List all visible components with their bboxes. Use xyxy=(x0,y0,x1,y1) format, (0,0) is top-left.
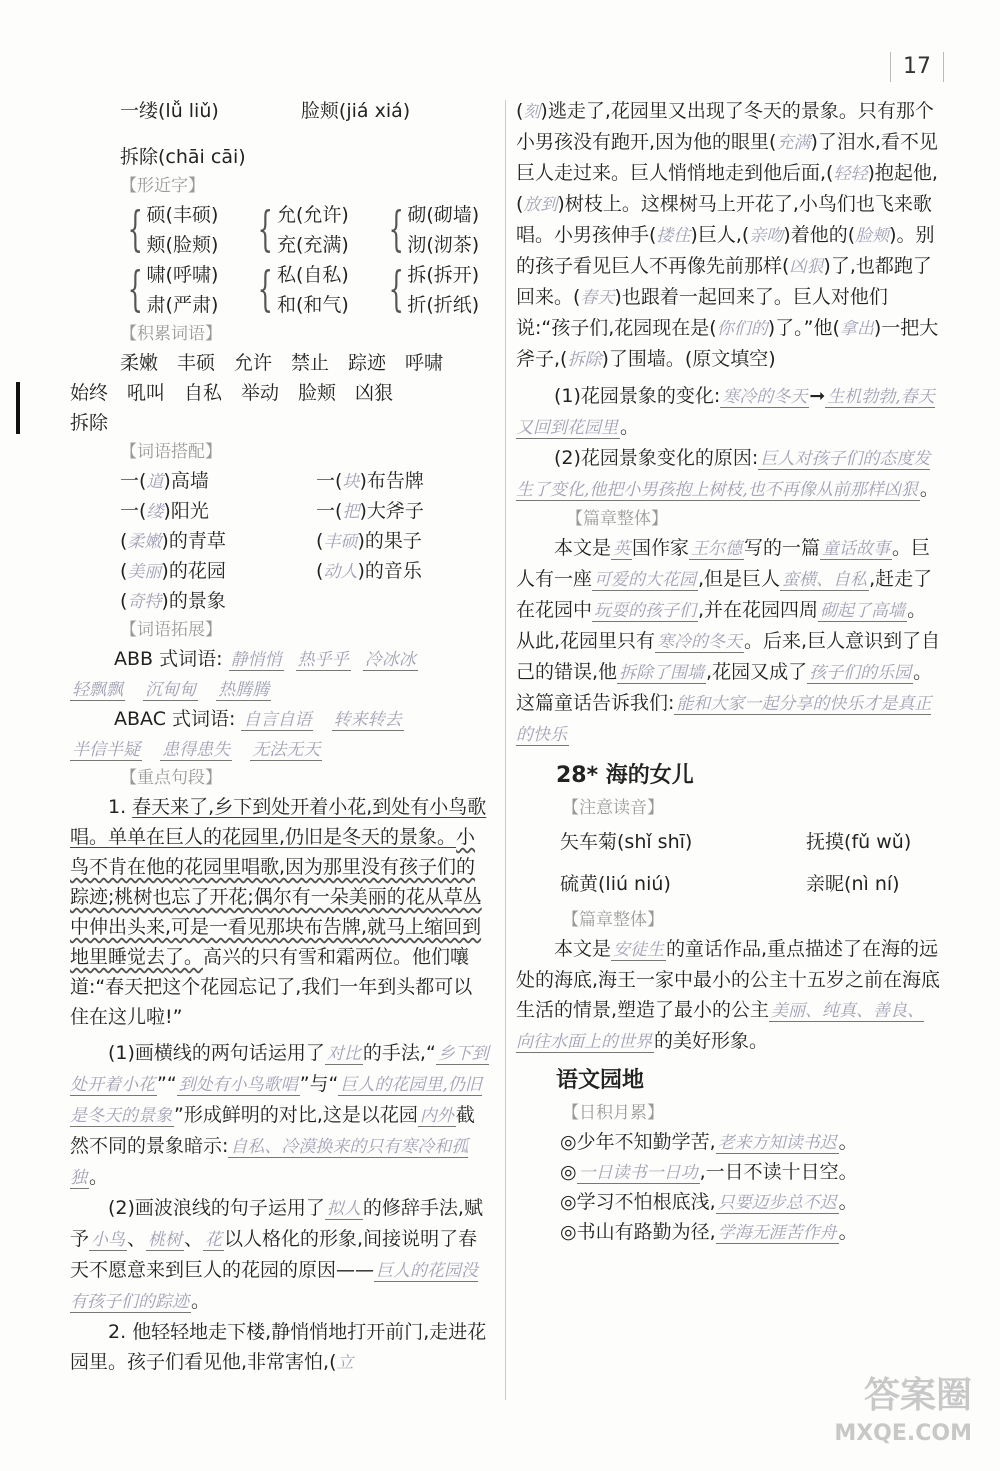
collocation-post: )的花园 xyxy=(161,560,226,582)
collocation-post: )的景象 xyxy=(161,590,226,612)
handwritten-answer: 孩子们的乐园 xyxy=(809,663,912,683)
passage-text: )了。”他( xyxy=(767,317,840,339)
proverb-line xyxy=(516,1157,941,1187)
proverb-text: ◎少年不知勤学苦, xyxy=(560,1131,716,1153)
collocation-post: )的音乐 xyxy=(357,560,422,582)
collocation-pre: ( xyxy=(120,560,128,582)
handwritten-answer: 一日读书一日功 xyxy=(578,1163,698,1183)
question-text: 。 xyxy=(620,416,640,438)
proverb-text: ,一日不读十日空。 xyxy=(699,1161,858,1183)
handwritten-answer: 美丽、纯真、善良、向往水面上的世界 xyxy=(516,1001,925,1052)
similar-char: 颊(脸颊) xyxy=(146,234,219,256)
passage-text: )树枝上。这棵树马上开花了,小鸟们也飞来歌唱。小男孩伸手( xyxy=(516,193,932,246)
lesson-title: 28* 海的女儿 xyxy=(556,763,694,788)
passage-text: )也跟着一起回来了。巨人对他们说:“孩子们,花园现在是( xyxy=(516,286,888,339)
fill-blank-passage: (刻)逃走了,花园里又出现了冬天的景象。只有那个小男孩没有跑开,因为他的眼里(充满)了泪水,看不见巨人走过来。巨人悄悄地走到他后面,(轻轻)抱起他,(放到)树枝上。这棵树马上开花了,小鸟们也飞来歌唱。小男孩伸手(搂住)巨人,(亲吻)着他的(脸颊)。别的孩子看见巨人不再像先前那样(凶狠)了,也都跑了回来。(春天)也跟着一起回来了。巨人对他们说:“孩子们,花园现在是(你们的)了。”他(拿出)一把大斧子,(拆除)了围墙。(原文填空) xyxy=(516,100,939,370)
collocation-pre: ( xyxy=(120,590,128,612)
handwritten-answer: 搂住 xyxy=(656,226,691,246)
pinyin-word: 一缕( xyxy=(120,100,166,122)
collocation-row xyxy=(70,586,490,616)
passage-text: )了泪水,看不见巨人走过来。巨人悄悄地走到他后面,( xyxy=(516,131,938,184)
collocation-pre: 一( xyxy=(120,470,147,492)
question-text: ”“ xyxy=(157,1073,177,1095)
pinyin-reading: lǚ liǔ xyxy=(165,100,212,122)
question-text: (1)画横线的两句话运用了 xyxy=(108,1042,325,1064)
proverb-line xyxy=(516,1187,941,1217)
passage-text: )逃走了,花园里又出现了冬天的景象。只有那个小男孩没有跑开,因为他的眼里( xyxy=(516,100,934,153)
handwritten-answer: 转来转去 xyxy=(333,710,402,730)
passage-text: 国作家 xyxy=(632,537,690,559)
handwritten-answer: 亲吻 xyxy=(749,226,784,246)
passage-text: )了围墙。(原文填空) xyxy=(601,348,776,370)
similar-char: 私(自私) xyxy=(276,264,349,286)
passage-text: )着他的( xyxy=(783,224,856,246)
question-text: ”与“ xyxy=(299,1073,339,1095)
similar-char: 沏(沏茶) xyxy=(407,234,480,256)
handwritten-answer: 凶狠 xyxy=(789,257,824,277)
collocation-pre: ( xyxy=(316,560,324,582)
passage-text: )。别的孩子看见巨人不再像先前那样( xyxy=(516,224,935,277)
similar-char-group xyxy=(120,260,218,320)
handwritten-answer: 可爱的大花园 xyxy=(594,570,697,590)
handwritten-answer: 拿出 xyxy=(839,319,874,339)
collocation-row xyxy=(70,466,490,496)
pinyin-word: 抚摸( xyxy=(806,831,852,853)
summary-passage xyxy=(516,533,941,750)
handwritten-answer: 丰硕 xyxy=(323,532,358,552)
section-heading: 【形近字】 xyxy=(120,176,205,196)
handwritten-answer: 玩耍的孩子们 xyxy=(594,601,697,621)
pinyin-reading: chāi cāi xyxy=(165,146,239,168)
pinyin-row xyxy=(70,96,490,126)
handwritten-answer: 到处有小鸟歌唱 xyxy=(178,1075,298,1095)
similar-char: 砌(砌墙) xyxy=(407,204,480,226)
abb-label: ABB 式词语: xyxy=(114,648,223,670)
pinyin-reading: liú niú xyxy=(605,873,664,895)
passage-text: 2. 他轻轻地走下楼,静悄悄地打开前门,走进花园里。孩子们看见他,非常害怕,( xyxy=(70,1321,487,1373)
handwritten-answer: 内外 xyxy=(419,1106,454,1126)
handwritten-answer: 拟人 xyxy=(326,1199,361,1219)
question-text: 。 xyxy=(191,1290,211,1312)
margin-mark xyxy=(16,382,20,434)
handwritten-answer: 巨人的花园没有孩子们的踪迹 xyxy=(70,1261,479,1312)
section-title: 语文园地 xyxy=(556,1068,645,1093)
similar-char-group xyxy=(250,260,348,320)
handwritten-answer: 美丽 xyxy=(127,562,162,582)
passage-text: 本文是 xyxy=(554,938,612,960)
wavy-underlined-text: 小鸟不肯在他的花园里唱歌,因为那里没有孩子们的踪迹;桃树也忘了开花;偶尔有一朵美丽的花从草丛中伸出头来,可是一看见那块布告牌,就马上缩回到地里睡觉去了。 xyxy=(70,826,482,968)
handwritten-answer: 英 xyxy=(613,539,631,559)
collocation-post: )的果子 xyxy=(357,530,422,552)
brace-icon: { xyxy=(388,261,404,317)
handwritten-answer: 桃树 xyxy=(148,1230,183,1250)
brace-icon: { xyxy=(258,201,274,257)
question-text: ”形成鲜明的对比,这是以花园 xyxy=(174,1104,418,1126)
collocation-post: )布告牌 xyxy=(359,470,424,492)
handwritten-answer: 块 xyxy=(342,472,360,492)
word-list-line: 始终 吼叫 自私 举动 脸颊 凶狠 xyxy=(70,382,394,404)
pinyin-row xyxy=(70,142,490,172)
handwritten-answer: 花 xyxy=(205,1230,223,1250)
similar-char-row xyxy=(70,260,490,320)
handwritten-answer: 奇特 xyxy=(127,592,162,612)
handwritten-answer: 把 xyxy=(342,502,360,522)
right-question-2 xyxy=(516,443,941,505)
passage-text: )一把大斧子,( xyxy=(516,317,939,370)
handwritten-answer: 患得患失 xyxy=(162,740,231,760)
key-passage-2 xyxy=(70,1317,490,1378)
passage-text: )抱起他,( xyxy=(516,162,938,215)
handwritten-answer: 脸颊 xyxy=(855,226,890,246)
similar-char-group xyxy=(250,200,348,260)
question-text: 截然不同的景象暗示: xyxy=(70,1104,475,1157)
handwritten-answer: 拆除了围墙 xyxy=(619,663,705,683)
handwritten-answer: 拆除 xyxy=(567,350,602,370)
section-heading: 【词语搭配】 xyxy=(120,442,222,462)
right-column xyxy=(516,96,941,1247)
handwritten-answer: 老来方知读书迟 xyxy=(717,1133,837,1153)
pinyin-reading: fǔ wǔ xyxy=(851,831,904,853)
pinyin-word: 脸颊( xyxy=(300,100,347,122)
proverb-text: ◎ xyxy=(560,1161,577,1183)
proverb-text: ◎学习不怕根底浅, xyxy=(560,1191,716,1213)
left-column xyxy=(70,96,490,1378)
pinyin-reading: shǐ shī xyxy=(624,831,685,853)
paren: ) xyxy=(402,100,411,122)
similar-char: 硕(丰硕) xyxy=(146,204,219,226)
handwritten-answer: 对比 xyxy=(326,1044,361,1064)
handwritten-answer: 半信半疑 xyxy=(72,740,140,760)
arrow-icon: ➞ xyxy=(809,385,826,407)
passage-text: 的童话作品,重点描述了在海的远处的海底,海王一家中最小的公主十五岁之前在海底生活的情景,塑造了最小的公主 xyxy=(516,938,941,1021)
pinyin-word: 拆除( xyxy=(120,146,166,168)
abac-row xyxy=(70,704,490,734)
handwritten-answer: 动人 xyxy=(323,562,358,582)
handwritten-answer: 道 xyxy=(146,472,164,492)
passage-text: 。这篇童话告诉我们: xyxy=(516,661,933,714)
passage-text: 。从此,花园里只有 xyxy=(516,599,927,652)
handwritten-answer: 沉甸甸 xyxy=(145,680,197,700)
question-text: 以人格化的形象,间接说明了春天不愿意来到巨人的花园的原因—— xyxy=(70,1228,478,1281)
collocation-pre: 一( xyxy=(316,470,343,492)
summary-passage-2 xyxy=(516,934,941,1057)
handwritten-answer: 立 xyxy=(336,1353,354,1373)
pinyin-word: 硫黄( xyxy=(560,873,606,895)
handwritten-answer: 轻飘飘 xyxy=(72,680,123,700)
collocation-pre: ( xyxy=(120,530,128,552)
collocation-post: )大斧子 xyxy=(359,500,424,522)
paren: ) xyxy=(892,873,900,895)
pinyin-row xyxy=(516,822,941,862)
similar-char: 肃(严肃) xyxy=(146,294,219,316)
watermark xyxy=(834,1377,972,1453)
similar-char: 充(充满) xyxy=(276,234,349,256)
handwritten-answer: 静悄悄 xyxy=(230,650,282,670)
similar-char-group xyxy=(120,200,218,260)
question-text: 的修辞手法,赋予 xyxy=(70,1197,483,1250)
question-text: 、 xyxy=(184,1228,204,1250)
handwritten-answer: 柔嫩 xyxy=(127,532,162,552)
collocation-row xyxy=(70,526,490,556)
section-heading: 【重点句段】 xyxy=(120,768,222,788)
handwritten-answer: 刻 xyxy=(523,102,541,122)
handwritten-answer: 自私、冷漠换来的只有寒冷和孤独 xyxy=(70,1137,469,1188)
passage-text: ,但是巨人 xyxy=(698,568,781,590)
collocation-pre: 一( xyxy=(316,500,343,522)
section-heading: 【注意读音】 xyxy=(562,798,664,818)
passage-text: 的美好形象。 xyxy=(654,1030,769,1052)
passage-text: 本文是 xyxy=(554,537,612,559)
question-text: (2)花园景象变化的原因: xyxy=(554,447,759,469)
paren: ) xyxy=(238,146,246,168)
question-text: 。 xyxy=(89,1166,109,1188)
right-question-1 xyxy=(516,381,941,443)
abb-row xyxy=(70,674,490,704)
proverb-text: 。 xyxy=(838,1221,858,1243)
passage-text: 高兴的只有雪和霜两位。他们嚷道:“春天把这个花园忘记了,我们一年到头都可以住在这儿啦!” xyxy=(70,946,473,1028)
collocation-row xyxy=(70,556,490,586)
handwritten-answer: 安徒生 xyxy=(613,940,665,960)
brace-icon: { xyxy=(388,201,404,257)
proverb-text: 。 xyxy=(838,1131,858,1153)
handwritten-answer: 无法无天 xyxy=(252,740,321,760)
handwritten-answer: 放到 xyxy=(523,195,558,215)
section-heading: 【篇章整体】 xyxy=(566,509,668,529)
handwritten-answer: 寒冷的冬天 xyxy=(657,632,743,652)
question-text: (1)花园景象的变化: xyxy=(554,385,721,407)
similar-char: 啸(呼啸) xyxy=(146,264,219,286)
section-heading: 【日积月累】 xyxy=(562,1103,664,1123)
handwritten-answer: 春天 xyxy=(580,288,615,308)
similar-char-row xyxy=(70,200,490,260)
collocation-pre: 一( xyxy=(120,500,147,522)
passage-text: ,并在花园四周 xyxy=(698,599,819,621)
similar-char-group xyxy=(381,200,479,260)
similar-char: 和(和气) xyxy=(276,294,349,316)
pinyin-row xyxy=(516,862,941,906)
word-list-line: 拆除 xyxy=(70,412,109,434)
handwritten-answer: 热腾腾 xyxy=(218,680,270,700)
handwritten-answer: 轻轻 xyxy=(833,164,868,184)
handwritten-answer: 你们的 xyxy=(716,319,768,339)
brace-icon: { xyxy=(258,261,274,317)
watermark-text: 答案圈 xyxy=(863,1375,972,1416)
paren: ) xyxy=(903,831,912,853)
handwritten-answer: 充满 xyxy=(776,133,811,153)
handwritten-answer: 王尔德 xyxy=(691,539,743,559)
collocation-post: )阳光 xyxy=(163,500,209,522)
abb-row xyxy=(70,644,490,674)
passage-text: ,赶走了在花园中 xyxy=(516,568,933,621)
handwritten-answer: 冷冰冰 xyxy=(364,650,416,670)
collocation-post: )高墙 xyxy=(163,470,209,492)
abac-row xyxy=(70,734,490,764)
pinyin-word: 矢车菊( xyxy=(560,831,625,853)
brace-icon: { xyxy=(127,201,143,257)
pinyin-reading: nì ní xyxy=(851,873,893,895)
handwritten-answer: 巨人对孩子们的态度发生了变化,他把小男孩抱上树枝,也不再像从前那样凶狠 xyxy=(516,449,931,500)
paren: ) xyxy=(211,100,219,122)
similar-char-group xyxy=(381,260,479,320)
handwritten-answer: 蛮横、自私 xyxy=(782,570,868,590)
similar-char: 拆(拆开) xyxy=(407,264,480,286)
handwritten-answer: 能和大家一起分享的快乐才是真正的快乐 xyxy=(516,694,932,745)
pinyin-reading: jiá xiá xyxy=(346,100,403,122)
question-text: 。 xyxy=(919,478,939,500)
handwritten-answer: 学海无涯苦作舟 xyxy=(717,1223,837,1243)
question-text: 、 xyxy=(127,1228,147,1250)
passage-number: 1. xyxy=(108,796,133,818)
collocation-post: )的青草 xyxy=(161,530,226,552)
question-text: (2)画波浪线的句子运用了 xyxy=(108,1197,325,1219)
key-passage-1 xyxy=(70,792,490,1032)
word-list-line: 柔嫩 丰硕 允许 禁止 踪迹 呼啸 xyxy=(120,352,444,374)
pinyin-word: 亲昵( xyxy=(806,873,852,895)
passage-text: 写的一篇 xyxy=(744,537,821,559)
section-heading: 【词语拓展】 xyxy=(120,620,222,640)
paren: ) xyxy=(684,831,693,853)
question-2 xyxy=(70,1193,490,1317)
section-heading: 【积累词语】 xyxy=(120,324,222,344)
watermark-url: MXQE.COM xyxy=(834,1421,972,1446)
passage-text: 。后来,巨人意识到了自己的错误,他 xyxy=(516,630,941,683)
handwritten-answer: 寒冷的冬天 xyxy=(722,387,808,407)
passage-text: )了,也都跑了回来。( xyxy=(516,255,932,308)
handwritten-answer: 自言自语 xyxy=(243,710,312,730)
proverb-line xyxy=(516,1217,941,1247)
handwritten-answer: 巨人的花园里,仍旧是冬天的景象 xyxy=(70,1075,482,1126)
handwritten-answer: 缕 xyxy=(146,502,164,522)
collocation-row xyxy=(70,496,490,526)
handwritten-answer: 小鸟 xyxy=(91,1230,126,1250)
handwritten-answer: 乡下到处开着小花 xyxy=(70,1044,489,1095)
passage-text: 。巨人有一座 xyxy=(516,537,931,590)
brace-icon: { xyxy=(127,261,143,317)
question-text: 的手法,“ xyxy=(362,1042,436,1064)
handwritten-answer: 热乎乎 xyxy=(297,650,349,670)
proverb-line xyxy=(516,1127,941,1157)
collocation-pre: ( xyxy=(316,530,324,552)
paren: ) xyxy=(663,873,671,895)
handwritten-answer: 童话故事 xyxy=(822,539,891,559)
passage-text: )巨人,( xyxy=(690,224,750,246)
page-number: 17 xyxy=(890,52,944,82)
similar-char: 允(允许) xyxy=(276,204,349,226)
handwritten-answer: 只要迈步总不迟 xyxy=(717,1193,837,1213)
straight-underlined-text: 春天来了,乡下到处开着小花,到处有小鸟歌唱。单单在巨人的花园里,仍旧是冬天的景象。 xyxy=(70,796,487,848)
proverb-text: 。 xyxy=(838,1191,858,1213)
question-1 xyxy=(70,1038,490,1193)
handwritten-answer: 生机勃勃,春天又回到花园里 xyxy=(516,387,935,438)
handwritten-answer: 砌起了高墙 xyxy=(820,601,906,621)
similar-char: 折(折纸) xyxy=(407,294,480,316)
passage-text: ,花园又成了 xyxy=(706,661,808,683)
section-heading: 【篇章整体】 xyxy=(562,910,664,930)
abac-label: ABAC 式词语: xyxy=(114,708,236,730)
proverb-text: ◎书山有路勤为径, xyxy=(560,1221,716,1243)
